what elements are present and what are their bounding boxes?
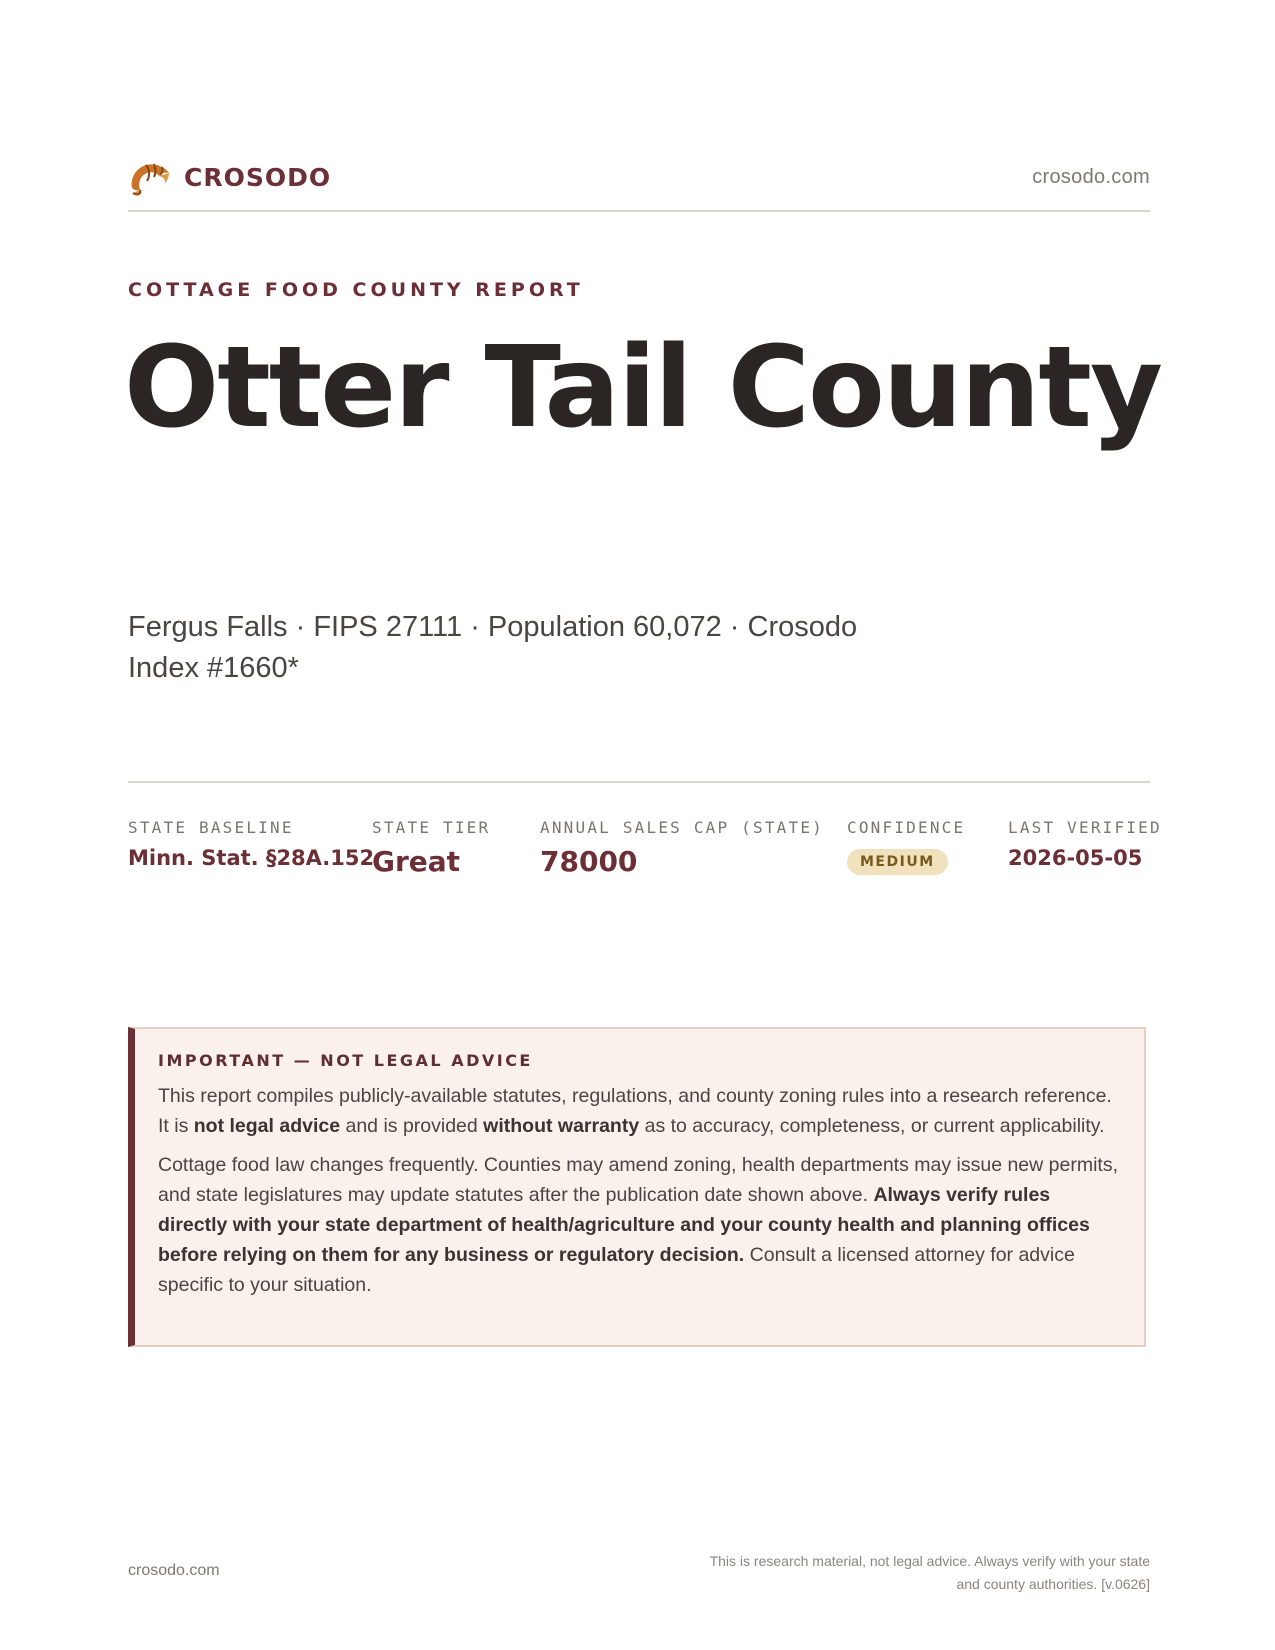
stat-value: Great: [372, 845, 461, 878]
footer-note-line: This is research material, not legal advice. Always verify with your state: [709, 1553, 1150, 1569]
stat-last-verified: [1008, 818, 1162, 870]
report-eyebrow: COTTAGE FOOD COUNTY REPORT: [128, 279, 584, 301]
stat-value: 78000: [540, 845, 638, 878]
stat-state-baseline: [128, 818, 374, 870]
disclaimer-text: as to accuracy, completeness, or current applicability.: [639, 1115, 1105, 1137]
legal-disclaimer-box: [128, 1027, 1146, 1347]
confidence-badge: MEDIUM: [847, 849, 948, 875]
stat-confidence: [847, 818, 965, 875]
disclaimer-emphasis: without warranty: [483, 1115, 640, 1137]
disclaimer-paragraph: [158, 1081, 1122, 1141]
stat-label: LAST VERIFIED: [1008, 818, 1162, 837]
disclaimer-paragraph: [158, 1150, 1122, 1300]
disclaimer-text: This report compiles publicly-available statutes, regulations, and county zoning rules into a research reference. It is: [158, 1085, 1112, 1137]
brand: [128, 158, 331, 198]
page-title: Otter Tail County: [124, 323, 1161, 453]
stats-divider: [128, 781, 1150, 783]
disclaimer-title: IMPORTANT — NOT LEGAL ADVICE: [158, 1051, 533, 1070]
report-page: [124, 0, 1162, 1650]
stat-state-tier: [372, 818, 490, 878]
brand-name: CROSODO: [184, 163, 332, 192]
stat-label: ANNUAL SALES CAP (STATE): [540, 818, 824, 837]
disclaimer-emphasis: Always verify rules directly with your state department of health/agriculture and your county health and planning offices before relying on them for any business or regulatory decision.: [158, 1184, 1090, 1266]
disclaimer-text: and is provided: [340, 1115, 484, 1137]
footer-note: [630, 1550, 1150, 1596]
county-subtitle: Fergus Falls · FIPS 27111 · Population 60,072 · Crosodo Index #1660*: [128, 611, 858, 684]
stat-label: CONFIDENCE: [847, 818, 966, 837]
stat-label: STATE BASELINE: [128, 818, 294, 837]
footer-url-link[interactable]: crosodo.com: [128, 1562, 220, 1579]
croissant-icon: [128, 158, 172, 198]
disclaimer-text: Consult a licensed attorney for advice specific to your situation.: [158, 1244, 1075, 1296]
page-header: [128, 158, 1150, 212]
stat-label: STATE TIER: [372, 818, 491, 837]
stat-value: Minn. Stat. §28A.152: [128, 846, 375, 870]
stat-value: 2026-05-05: [1008, 846, 1143, 870]
header-url-link[interactable]: crosodo.com: [1032, 166, 1150, 188]
disclaimer-text: Cottage food law changes frequently. Counties may amend zoning, health departments may issue new permits, and state legislatures may update statutes after the publication date shown above.: [158, 1154, 1118, 1206]
stat-sales-cap: [540, 818, 824, 878]
footer-note-line: and county authorities. [v.0626]: [956, 1576, 1150, 1592]
disclaimer-emphasis: not legal advice: [193, 1115, 341, 1137]
